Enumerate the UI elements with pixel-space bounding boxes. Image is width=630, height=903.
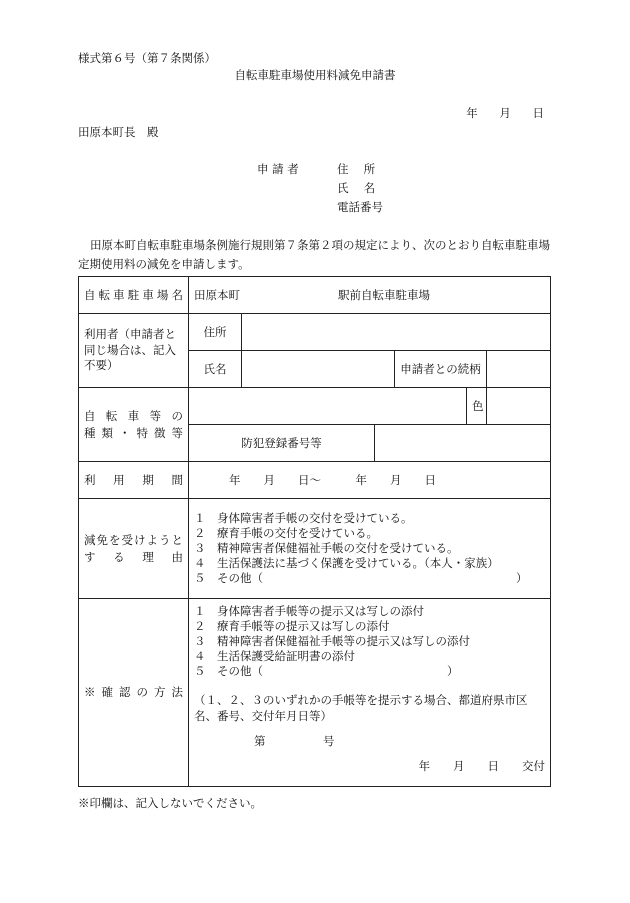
crime-registration-field[interactable] [375,425,551,462]
applicant-label: 申 請 者 [257,162,299,176]
confirmation-option[interactable]: ５ その他（ ） [194,664,459,678]
confirmation-option[interactable]: ４ 生活保護受給証明書の添付 [194,649,355,663]
reason-option[interactable]: １ 身体障害者手帳の交付を受けている。 [194,511,413,525]
period-field[interactable]: 年 月 日～ 年 月 日 [189,462,551,499]
reason-options [189,499,551,599]
parking-prefix: 田原本町 [194,287,240,302]
reason-option[interactable]: ３ 精神障害者保健福祉手帳の交付を受けている。 [194,541,459,555]
certificate-number-field[interactable]: 第 号 [254,734,335,748]
document-title: 自転車駐車場使用料減免申請書 [234,68,396,82]
reason-option[interactable]: ２ 療育手帳の交付を受けている。 [194,526,378,540]
period-label: 利用期間 [79,462,189,499]
confirmation-option[interactable]: １ 身体障害者手帳等の提示又は写しの添付 [194,604,424,618]
footnote: ※印欄は、記入しないでください。 [78,796,262,810]
user-address-field[interactable] [242,314,551,351]
applicant-name-field[interactable]: 氏 名 [337,181,376,195]
color-field[interactable] [487,388,551,425]
confirmation-note: （１、２、３のいずれかの手帳等を提示する場合、都道府県市区名、番号、交付年月日等） [194,693,528,723]
color-label: 色 [467,388,487,425]
parking-name-cell[interactable] [189,277,551,314]
confirmation-options [189,599,551,787]
user-name-field[interactable] [242,351,395,388]
applicant-phone-field[interactable]: 電話番号 [337,200,383,214]
application-date[interactable]: 年 月 日 [466,106,544,120]
confirmation-option[interactable]: ２ 療育手帳等の提示又は写しの添付 [194,619,390,633]
addressee: 田原本町長 殿 [78,125,159,139]
form-number: 様式第６号（第７条関係） [78,51,216,65]
applicant-address-field[interactable]: 住 所 [337,162,376,176]
application-statement: 田原本町自転車駐車場条例施行規則第７条第２項の規定により、次のとおり自転車駐車場定期使用料の減免を申請します。 [78,238,550,271]
user-label: 利用者（申請者と同じ場合は、記入不要） [79,314,189,388]
reason-label: 減免を受けようと する理由 [79,499,189,599]
issue-date-field[interactable]: 年 月 日 交付 [418,759,546,773]
parking-label-cell: 自転車駐車場名 [79,277,189,314]
confirmation-label: ※確認の方法 [79,599,189,787]
parking-name: 駅前自転車駐車場 [338,287,430,302]
bicycle-label: 自転車等の 種類・特徴等 [79,388,189,462]
confirmation-option[interactable]: ３ 精神障害者保健福祉手帳等の提示又は写しの添付 [194,634,470,648]
bicycle-type-field[interactable] [189,388,467,425]
user-name-label: 氏名 [189,351,242,388]
relation-label: 申請者との続柄 [395,351,487,388]
crime-registration-label: 防犯登録番号等 [189,425,375,462]
relation-field[interactable] [487,351,551,388]
application-form-table [78,276,551,787]
reason-option[interactable]: ５ その他（ ） [194,571,528,585]
reason-option[interactable]: ４ 生活保護法に基づく保護を受けている。（本人・家族） [194,556,499,570]
user-address-label: 住所 [189,314,242,351]
